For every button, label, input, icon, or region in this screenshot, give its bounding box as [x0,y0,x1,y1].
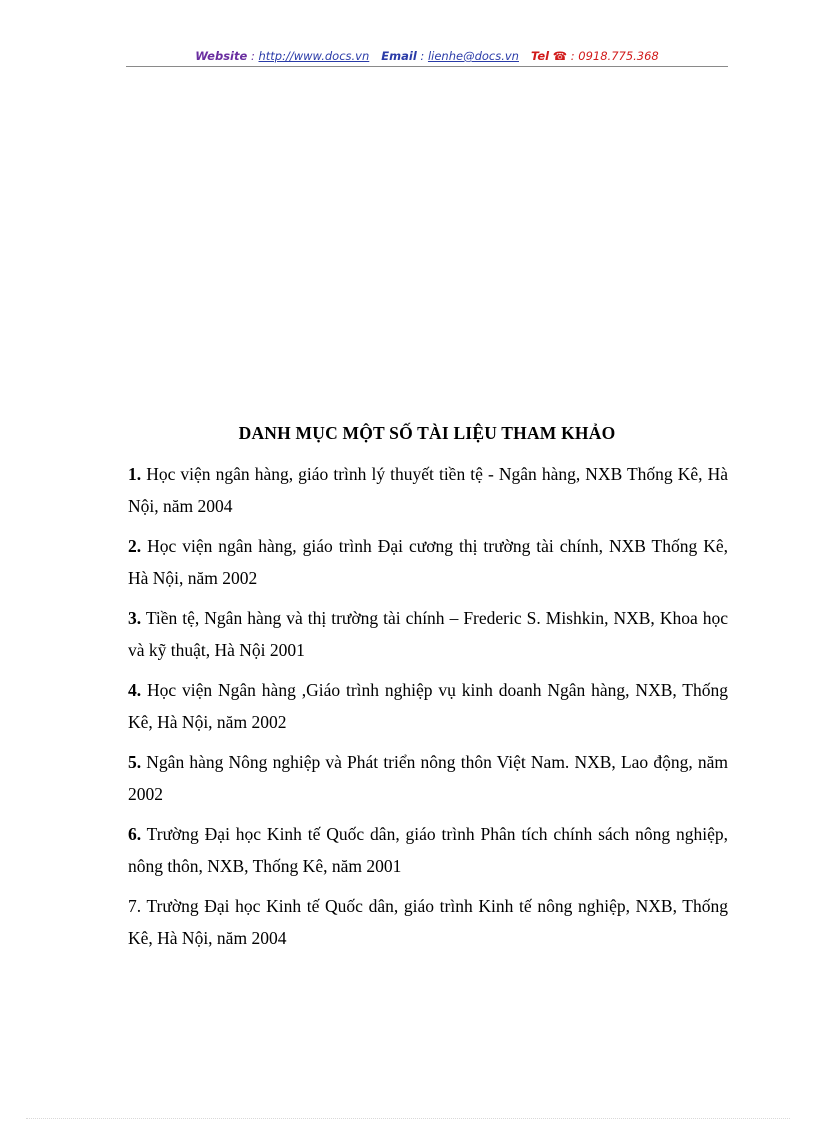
reference-number: 5. [128,752,142,772]
reference-number: 1. [128,464,142,484]
website-link[interactable]: http://www.docs.vn [258,49,370,63]
reference-item [128,458,728,522]
reference-text: Tiền tệ, Ngân hàng và thị trường tài chính – Frederic S. Mishkin, NXB, Khoa học và kỹ thuật, Hà Nội 2001 [128,608,728,660]
reference-item [128,746,728,810]
reference-text: Học viện Ngân hàng ,Giáo trình nghiệp vụ kinh doanh Ngân hàng, NXB, Thống Kê, Hà Nội, năm 2002 [128,680,728,732]
reference-number: 3. [128,608,142,628]
reference-text: Học viện ngân hàng, giáo trình lý thuyết tiền tệ - Ngân hàng, NXB Thống Kê, Hà Nội, năm 2004 [128,464,728,516]
email-separator: : [416,49,428,63]
reference-number: 4. [128,680,142,700]
reference-item [128,890,728,954]
reference-number: 2. [128,536,142,556]
email-label: Email [381,49,417,63]
footer-divider [26,1118,790,1119]
reference-item [128,602,728,666]
page-header [126,46,728,67]
reference-list [128,458,728,962]
website-label: Website [195,49,248,63]
reference-number: 7. [128,896,142,916]
phone-icon: ☎ [552,49,568,63]
reference-item [128,674,728,738]
reference-text: Trường Đại học Kinh tế Quốc dân, giáo trình Phân tích chính sách nông nghiệp, nông thôn, NXB, Thống Kê, năm 2001 [128,824,728,876]
reference-text: Trường Đại học Kinh tế Quốc dân, giáo trình Kinh tế nông nghiệp, NXB, Thống Kê, Hà Nội, năm 2004 [128,896,728,948]
website-separator: : [247,49,259,63]
reference-item [128,818,728,882]
tel-separator: : [567,49,579,63]
reference-text: Học viện ngân hàng, giáo trình Đại cương thị trường tài chính, NXB Thống Kê, Hà Nội, năm 2002 [128,536,728,588]
email-link[interactable]: lienhe@docs.vn [427,49,519,63]
reference-item [128,530,728,594]
reference-text: Ngân hàng Nông nghiệp và Phát triển nông thôn Việt Nam. NXB, Lao động, năm 2002 [128,752,728,804]
tel-number: 0918.775.368 [578,49,659,63]
reference-number: 6. [128,824,142,844]
tel-label: Tel [530,49,550,63]
page-title: DANH MỤC MỘT SỐ TÀI LIỆU THAM KHẢO [238,423,616,443]
